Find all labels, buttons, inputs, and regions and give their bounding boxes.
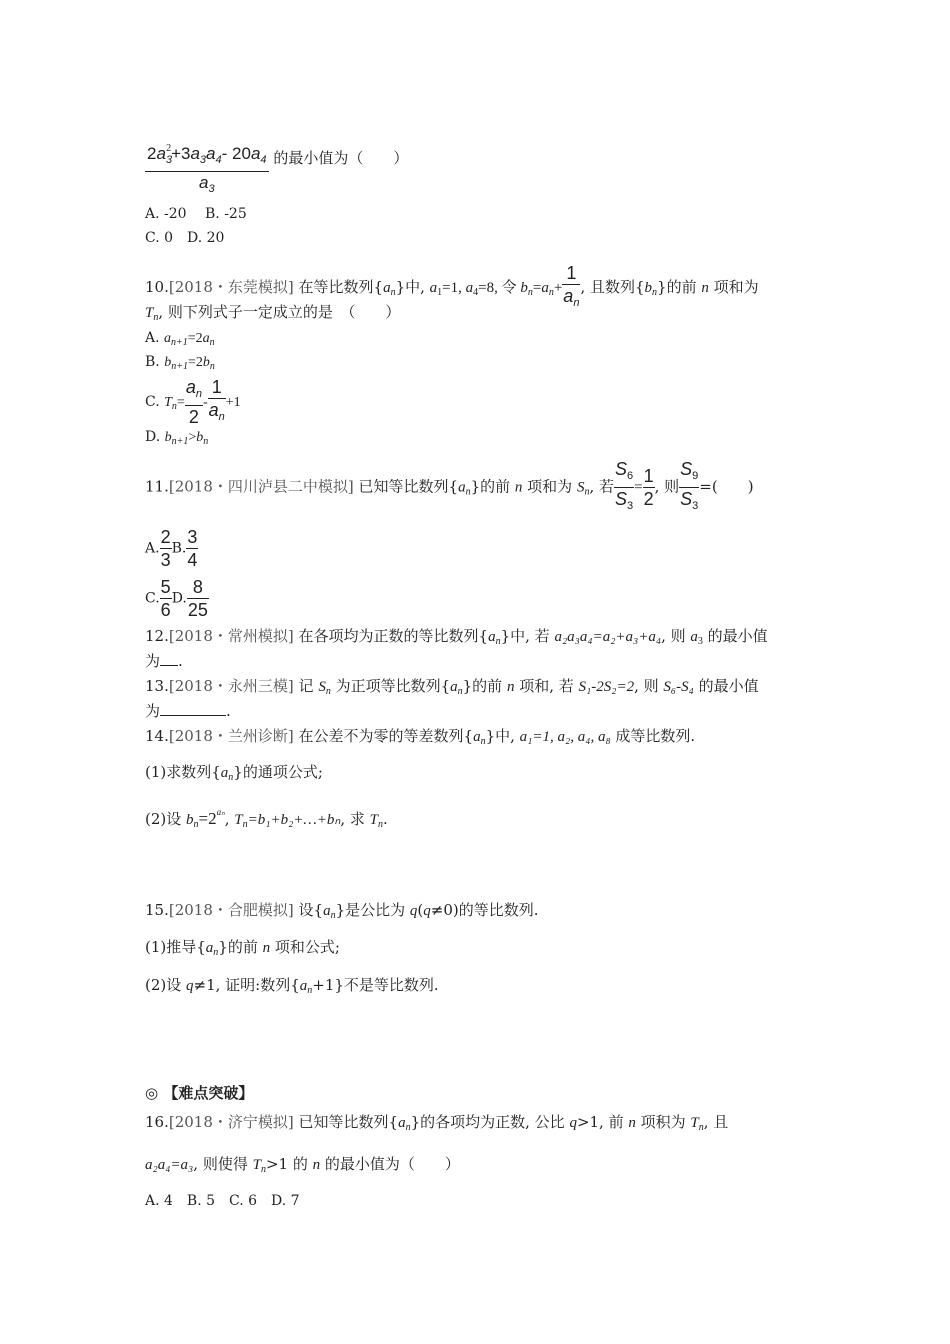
q10-source-tag: [2018・东莞模拟]	[168, 278, 294, 296]
q16-stem-line2: a₂a₄=a₃, 则使得 $T_n>1$ 的 n 的最小值为（ ）	[145, 1155, 460, 1175]
q11-option-d-fraction: $\frac{8}{25}$	[187, 577, 208, 620]
q10-option-c: C. $T_n=$ $\frac{a_n}{2}$ - $\frac{1}{a_n}$ +1	[145, 377, 241, 427]
q11-fraction-half: $\frac{1}{2}$	[643, 466, 654, 509]
q10-option-d: D. $b_{n+1}>b_n$	[145, 429, 209, 447]
q12-stem-line2: 为 .	[145, 652, 183, 670]
q11-fraction-s9-s3: $\frac{S_9}{S_3}$	[680, 459, 699, 512]
q10-stem: 10.[2018・东莞模拟] 在等比数列$\{a_n\}$中, $a_1=1$, $a_4=8$, 令 $b_n=a_n+$ $\frac{1}{a_n}$ , 且数列$\{b_n\}$的前 n 项和为	[145, 262, 759, 314]
section-heading	[145, 1083, 253, 1103]
q11-option-c-fraction: $\frac{5}{6}$	[160, 577, 171, 620]
section-title: 【难点突破】	[163, 1084, 254, 1102]
q15-part-1: (1)推导$\{a_n\}$的前 n 项和公式;	[145, 938, 340, 958]
q15-part-2: (2)设 q≠1, 证明:数列$\{a_n+1\}$不是等比数列.	[145, 976, 439, 996]
q9-options-ab: A. -20 B. -25	[145, 206, 247, 222]
q10-fraction: $\frac{1}{a_n}$	[563, 263, 580, 309]
q12-stem: 12.[2018・常州模拟] 在各项均为正数的等比数列$\{a_n\}$中, 若 a₂a₃a₄=a₂+a₃+a₄, 则 $a_3$ 的最小值	[145, 627, 768, 647]
q15-stem: 15.[2018・合肥模拟] 设$\{a_n\}$是公比为 q(q≠0)的等比数列.	[145, 901, 539, 921]
q11-option-a-fraction: $\frac{2}{3}$	[160, 527, 171, 570]
q16-stem: 16.[2018・济宁模拟] 已知等比数列$\{a_n\}$的各项均为正数, 公比 q>1, 前 n 项积为 $T_n$, 且	[145, 1113, 729, 1133]
q14-source-tag: [2018・兰州诊断]	[168, 727, 294, 745]
q10-stem-line2: $T_n$, 则下列式子一定成立的是 （ ）	[145, 303, 401, 323]
q16-options: A. 4 B. 5 C. 6 D. 7	[145, 1193, 300, 1209]
q9-fraction-denominator: $a_3$	[198, 173, 215, 195]
q12-answer-blank[interactable]	[160, 651, 178, 666]
q9-fraction	[145, 138, 269, 200]
q10-option-c-fraction-1: $\frac{a_n}{2}$	[185, 377, 202, 427]
q10-option-c-fraction-2: $\frac{1}{a_n}$	[208, 377, 225, 423]
q16-source-tag: [2018・济宁模拟]	[168, 1113, 294, 1131]
q11-fraction-s6-s3: $\frac{S_6}{S_3}$	[614, 459, 634, 512]
q13-stem-line2: 为 .	[145, 702, 231, 720]
q11-options-cd: C. $\frac{5}{6}$ D. $\frac{8}{25}$	[145, 577, 208, 620]
q12-source-tag: [2018・常州模拟]	[168, 627, 294, 645]
q13-source-tag: [2018・永州三模]	[168, 677, 294, 695]
q11-option-b-fraction: $\frac{3}{4}$	[187, 527, 198, 570]
q9-tail: 的最小值为（ ）	[273, 149, 409, 167]
q11-options-ab: A. $\frac{2}{3}$ B. $\frac{3}{4}$	[145, 527, 198, 570]
q9-fraction-line	[145, 138, 408, 200]
q14-stem: 14.[2018・兰州诊断] 在公差不为零的等差数列$\{a_n\}$中, a₁=1, a₂, a₄, a₈ 成等比数列.	[145, 727, 696, 747]
target-icon: ◎	[145, 1084, 159, 1102]
q14-part-2: (2)设 $b_n=2^{a_n}$, $T_n=b_1+b_2+\dots+b_n$, 求 $T_n$.	[145, 807, 388, 830]
q15-source-tag: [2018・合肥模拟]	[168, 901, 294, 919]
q9-fraction-numerator: $2a_3^2+3a_3a_4-$ $20a_4$	[145, 138, 269, 172]
q11-source-tag: [2018・四川泸县二中模拟]	[168, 477, 354, 496]
q10-option-b: B. $b_{n+1}=2b_n$	[145, 354, 215, 372]
q13-stem: 13.[2018・永州三模] 记 $S_n$ 为正项等比数列$\{a_n\}$的前 n 项和, 若 S₁-2S₂=2, 则 S₆-S₄ 的最小值	[145, 677, 759, 697]
q13-answer-blank[interactable]	[160, 701, 226, 716]
q9-options-cd: C. 0 D. 20	[145, 230, 225, 246]
q10-option-a: A. $a_{n+1}=2a_n$	[145, 330, 215, 348]
q14-part-1: (1)求数列$\{a_n\}$的通项公式;	[145, 763, 323, 783]
q11-stem: 11.[2018・四川泸县二中模拟] 已知等比数列$\{a_n\}$的前 n 项和为 $S_n$, 若 $\frac{S_6}{S_3}$ = $\frac{1}{2}$ , 则 $\frac{S_9}{S_3}$ =( )	[145, 458, 754, 517]
